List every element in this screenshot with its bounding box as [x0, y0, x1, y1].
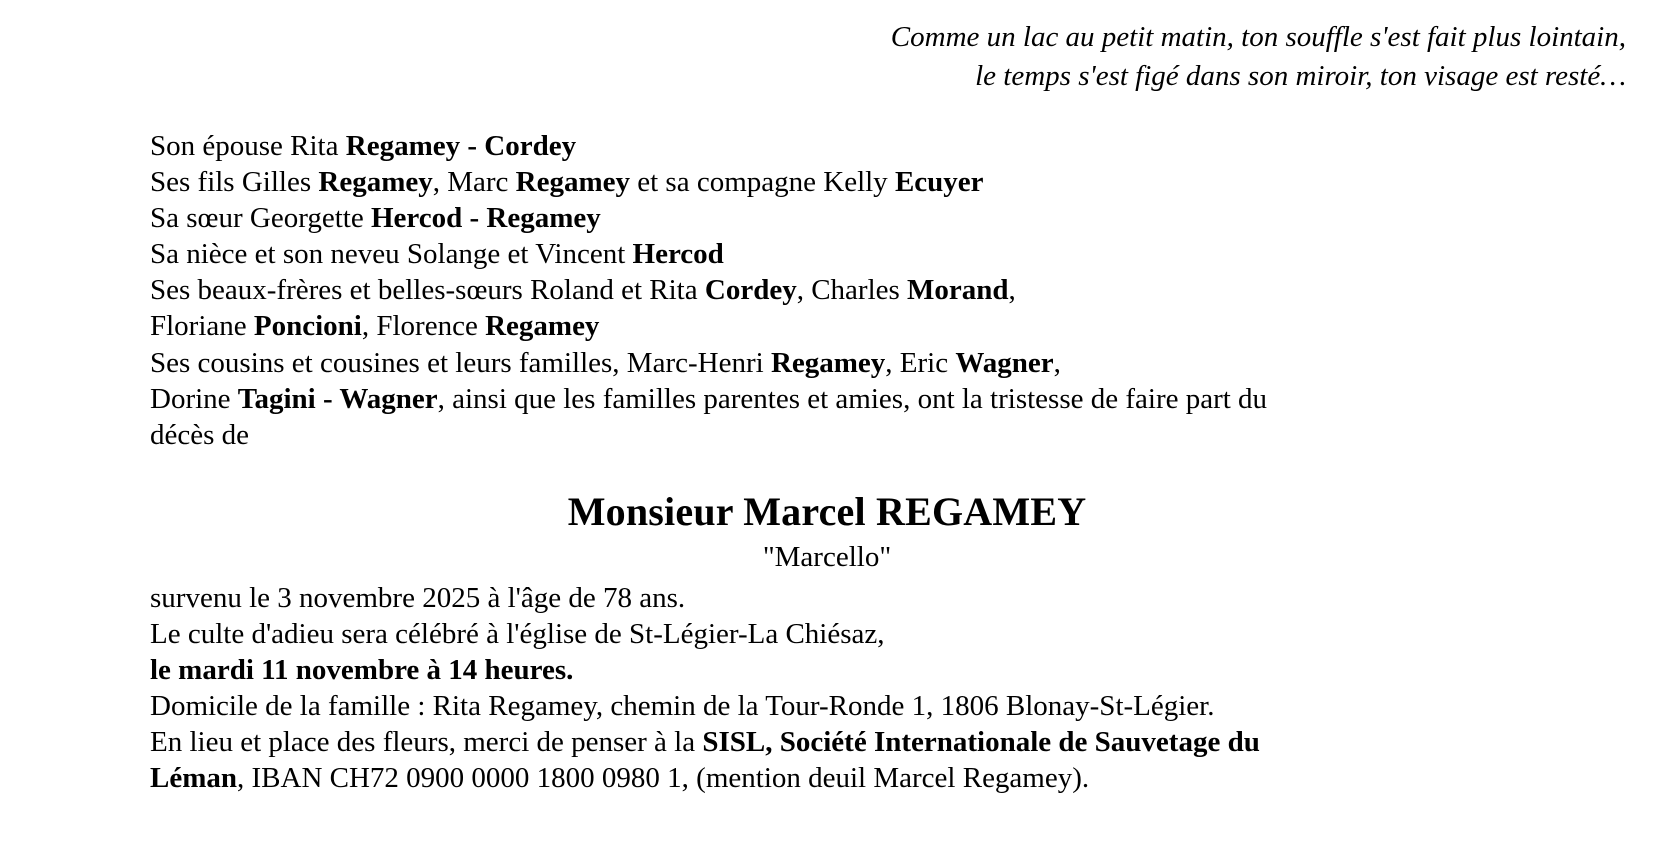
plain-text: ,	[1053, 346, 1061, 379]
emphasis-text: Hercod	[632, 238, 724, 271]
deceased-name-block	[0, 488, 1654, 575]
emphasis-text: Regamey - Cordey	[345, 130, 577, 162]
family-line-7	[150, 345, 1504, 381]
plain-text: , Eric	[885, 346, 956, 379]
plain-text: survenu le 3 novembre 2025 à l'âge de 78 ans.	[150, 582, 686, 614]
family-announcement	[150, 128, 1504, 453]
family-line-1	[150, 128, 1504, 164]
plain-text: décès de	[150, 418, 250, 451]
family-lines	[150, 128, 1504, 453]
emphasis-text: Poncioni	[253, 310, 362, 343]
emphasis-text: Ecuyer	[894, 166, 984, 199]
emphasis-text: Cordey	[704, 274, 797, 307]
emphasis-text: Regamey	[515, 166, 630, 199]
emphasis-text: le mardi 11 novembre à 14 heures.	[150, 654, 574, 687]
family-line-9	[150, 417, 1504, 453]
emphasis-text: Regamey	[485, 310, 600, 343]
plain-text: , IBAN CH72 0900 0000 1800 0980 1, (mention deuil Marcel Regamey).	[237, 762, 1090, 795]
epigraph	[626, 18, 1626, 95]
details-line-3	[150, 652, 1504, 688]
emphasis-text: Regamey	[318, 166, 433, 199]
plain-text: ,	[1008, 274, 1016, 307]
details-line-2	[150, 616, 1504, 652]
plain-text: Son épouse Rita	[150, 130, 346, 162]
plain-text: Sa sœur Georgette	[150, 202, 371, 235]
details-line-1	[150, 580, 1504, 616]
emphasis-text: Hercod - Regamey	[370, 202, 601, 235]
details-line-4	[150, 688, 1504, 724]
epigraph-line-1: Comme un lac au petit matin, ton souffle s'est fait plus lointain,	[890, 21, 1626, 53]
deceased-nickname: "Marcello"	[762, 541, 892, 573]
family-line-3	[150, 200, 1504, 236]
plain-text: Ses cousins et cousines et leurs familles, Marc-Henri	[150, 346, 771, 379]
plain-text: , ainsi que les familles parentes et amies, ont la tristesse de faire part du	[437, 382, 1268, 415]
emphasis-text: SISL, Société Internationale de Sauvetage du	[702, 726, 1260, 759]
plain-text: Ses beaux-frères et belles-sœurs Roland et Rita	[150, 274, 705, 307]
epigraph-line-2: le temps s'est figé dans son miroir, ton visage est resté…	[975, 59, 1626, 92]
family-line-5	[150, 272, 1504, 308]
emphasis-text: Regamey	[770, 346, 886, 379]
family-line-6	[150, 308, 1504, 344]
plain-text: et sa compagne Kelly	[630, 166, 895, 199]
family-line-2	[150, 164, 1504, 200]
details-line-5	[150, 724, 1504, 760]
details-line-6	[150, 760, 1504, 796]
plain-text: Sa nièce et son neveu Solange et Vincent	[150, 238, 633, 271]
plain-text: Domicile de la famille : Rita Regamey, chemin de la Tour-Ronde 1, 1806 Blonay-St-Légier.	[150, 690, 1215, 723]
family-line-8	[150, 381, 1504, 417]
plain-text: Floriane	[150, 310, 254, 343]
plain-text: Ses fils Gilles	[150, 166, 319, 199]
family-line-4	[150, 236, 1504, 272]
details-lines	[150, 580, 1504, 797]
emphasis-text: Wagner	[955, 346, 1054, 379]
deceased-name: Monsieur Marcel REGAMEY	[567, 489, 1087, 534]
ceremony-details	[150, 580, 1504, 797]
plain-text: , Marc	[432, 166, 516, 199]
plain-text: Dorine	[150, 382, 238, 415]
plain-text: En lieu et place des fleurs, merci de penser à la	[150, 726, 703, 759]
emphasis-text: Tagini - Wagner	[237, 382, 438, 415]
plain-text: , Charles	[796, 274, 908, 307]
plain-text: Le culte d'adieu sera célébré à l'église de St-Légier-La Chiésaz,	[150, 618, 885, 651]
emphasis-text: Léman	[150, 762, 237, 795]
plain-text: , Florence	[361, 310, 486, 343]
emphasis-text: Morand	[907, 274, 1009, 307]
